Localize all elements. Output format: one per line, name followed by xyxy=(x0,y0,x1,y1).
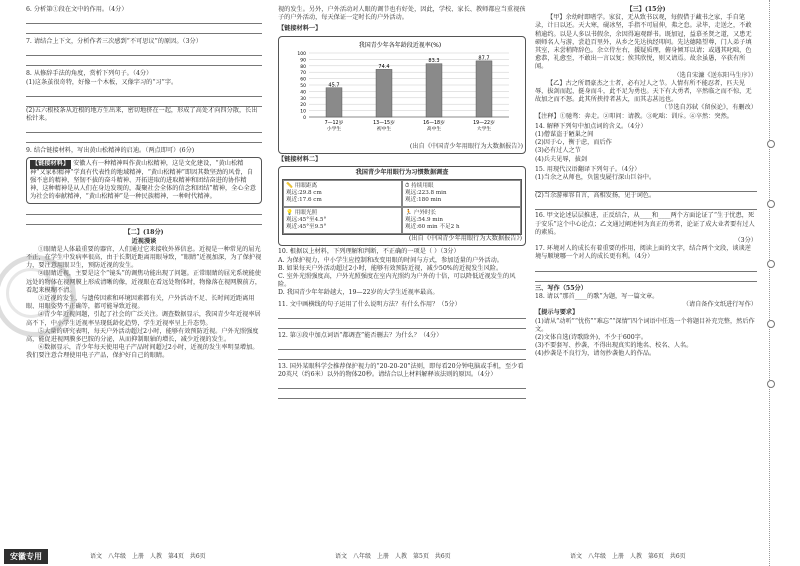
edition-badge: 安徽专用 xyxy=(4,549,48,564)
tip-item: (3)不要套写、抄袭，不得出现真实的地名、校名、人名。 xyxy=(535,342,693,350)
answer-line[interactable] xyxy=(278,380,526,389)
section-2-heading: 【二】(18分) xyxy=(124,229,164,237)
question-8: 8. 从修辞手法的角度，赏析下列句子。（4分） xyxy=(26,70,153,78)
myopia-bar-chart xyxy=(281,39,519,139)
binding-hole-icon xyxy=(767,140,775,148)
question-10: 10. 根据以上材料，下列理解和判断，不正确的一项是（ ）（3分） xyxy=(278,248,460,256)
y-tick-label: 10 xyxy=(300,109,306,115)
annotation-notes: 【注释】①驰骛：奔走。②叩问：请教。③叱咄：训斥。④卒然：突然。 xyxy=(535,112,733,120)
question-9: 9. 结合链接材料，写出黄山松精神的启迪。（两点即可）(6分) xyxy=(26,147,195,155)
y-tick-label: 30 xyxy=(300,96,306,102)
paragraph-1: ①眼睛是人体最重要的器官，人们通过它来接收外界信息。近视是一种常见的屈光不正，在学生中发病率很高，由于长期近距离用眼导致，“眼睛”近视加深，为了保护视力，要注意用眼卫生，预防近视的发生。 xyxy=(26,245,262,270)
bar-value-label: 45.7 xyxy=(328,81,340,88)
tip-item: (1)请从“动听”“忧伤”“难忘”“深情”四个词语中任选一个将题目补充完整，然后作文。 xyxy=(535,317,755,333)
answer-line[interactable] xyxy=(535,201,757,210)
question-14-item: (3)必有过人之节 xyxy=(535,147,581,155)
question-10-option-a[interactable]: A. 为保护视力，中小学生应控制和改变用眼的时间与方式，参加适量的户外活动。 xyxy=(278,256,503,264)
bar-value-label: 83.3 xyxy=(428,57,440,64)
category-label: 7—12岁 xyxy=(324,120,344,126)
category-label: 初中生 xyxy=(376,126,392,132)
paragraph-4: ④青少年近视问题，引起了社会的广泛关注。调查数据显示，我国青少年近视率居高不下，中小学生近视率呈现低龄化趋势，学生近视率呈上升态势。 xyxy=(26,311,261,327)
bar xyxy=(426,63,442,116)
bar xyxy=(476,60,492,116)
survey-cell-distance: 📏 用眼距离 观远:29.8 cm 观近:17.6 cm xyxy=(283,180,402,207)
survey-cell-duration: ⏱ 持续用眼 观远:223.8 min 观近:180 min xyxy=(402,180,521,207)
question-12: 12. 第③段中加点词语“都调查”能否删去？为什么？（4分） xyxy=(278,331,443,339)
writing-section-heading: 三、写作（55分） xyxy=(535,284,587,292)
answer-line[interactable] xyxy=(26,47,262,56)
question-14: 14. 解释下列句中加点词的含义。（4分） xyxy=(535,122,647,130)
link-material-tag: 【链接材料】 xyxy=(32,160,70,168)
y-tick-label: 40 xyxy=(300,90,306,96)
bar xyxy=(326,87,342,116)
question-18: 18. 请以“那首____的歌”为题，写一篇文章。 xyxy=(535,292,659,300)
survey-source: (出自《中国青少年用眼行为大数据报告》) xyxy=(408,235,522,243)
survey-box xyxy=(278,166,526,246)
answer-line[interactable] xyxy=(26,57,262,66)
category-label: 16—18岁 xyxy=(423,120,445,126)
clock-icon: ⏱ xyxy=(405,183,410,190)
question-7: 7. 请结合上下文，分析作者三次感到“不可思议”的原因。（3分） xyxy=(26,38,202,46)
answer-line[interactable] xyxy=(26,216,262,225)
survey-cell-outdoor: 🏃 户外时长 观远:54.9 min 观近:60 min 不足2 h xyxy=(402,207,521,234)
question-10-option-d[interactable]: D. 我国青少年年龄越大，19—22岁的大学生近视率最高。 xyxy=(278,289,439,297)
question-14-item: (1)僧谋盗于陋巢之间 xyxy=(535,131,594,139)
answer-line[interactable] xyxy=(26,88,262,97)
category-label: 13—15岁 xyxy=(373,120,395,126)
passage-jia: 【甲】余幼时即嗜学。家贫，无从致书以观，每假借于藏书之家，手自笔录，计日以还。天大寒，砚冰坚，手指不可屈伸，弗之怠。录毕，走送之，不敢稍逾约。以是人多以书假余，余因得遍观群书。既加冠，益慕圣贤之道，又患无硕师名人与游，尝趋百里外，从乡之先达执经叩问。先达德隆望尊，门人弟子填其室，未尝稍降辞色。余立侍左右，援疑质理，俯身倾耳以请；或遇其叱咄，色愈恭，礼愈至，不敢出一言以复；俟其欣悦，则又请焉。故余虽愚，卒获有所闻。 xyxy=(535,14,752,71)
question-8-part-2: (2)五六根枝条从近根的地方生出来，密切地挤在一起，形成了高处才向四分散，长出松针来。 xyxy=(26,106,258,123)
paragraph-5: ⑤大量的研究表明，每天户外活动超过2小时，能够有效预防近视。户外光照强度高，能促进视网膜多巴胺的分泌，从而抑制眼轴的增长，减少近视的发生。 xyxy=(26,327,259,344)
category-label: 高中生 xyxy=(426,126,442,132)
answer-line[interactable] xyxy=(278,351,526,360)
page-4-footer: 语文 八年级 上册 人教 第4页 共6页 xyxy=(90,553,206,560)
ruler-icon: 📏 xyxy=(286,183,293,190)
survey-grid xyxy=(282,179,522,235)
link-material-box xyxy=(26,157,262,204)
y-tick-label: 50 xyxy=(300,83,306,89)
page-6-footer: 语文 八年级 上册 人教 第6页 共6页 xyxy=(570,553,686,560)
passage-jia-source: （选自宋濂《送东阳马生序》） xyxy=(673,71,757,79)
question-15-part-2: (2)当余游雍容自言，高相发扬，见于词色。 xyxy=(535,192,656,200)
category-label: 大学生 xyxy=(476,126,492,132)
bar xyxy=(376,69,392,117)
y-tick-label: 100 xyxy=(297,51,306,57)
answer-line[interactable] xyxy=(535,183,757,192)
watermark-seal-inner xyxy=(6,268,56,318)
question-15-part-1: (1)当余之从师也，负箧曳屣行深山巨谷中。 xyxy=(535,174,656,182)
tips-heading: 【提示与要求】 xyxy=(535,309,579,317)
binding-margin xyxy=(769,0,782,566)
paragraph-3: ③近视的发生，与遗传因素和环境因素都有关，户外活动不足、长时间近距离用眼、用眼姿势不正确等，都可能导致近视。 xyxy=(26,295,255,311)
answer-line[interactable] xyxy=(278,310,526,319)
chart-box xyxy=(278,36,526,154)
section-3-heading: 【三】(15分) xyxy=(626,6,666,13)
page-6-column xyxy=(535,6,757,359)
question-6: 6. 分析第①段在文中的作用。（4分） xyxy=(26,6,128,13)
answer-line[interactable] xyxy=(535,273,757,282)
y-tick-label: 80 xyxy=(300,64,306,70)
category-label: 19—22岁 xyxy=(473,120,495,126)
paragraph-6: ⑥数据显示，青少年每天使用电子产品时间超过2小时，近视的发生率明显增加。我们要注意合理使用电子产品，保护好自己的眼睛。 xyxy=(26,344,259,360)
answer-line[interactable] xyxy=(278,320,526,329)
binding-hole-icon xyxy=(767,320,775,328)
y-tick-label: 20 xyxy=(300,102,306,108)
tip-item: (2)文体自选(诗歌除外)，不少于600字。 xyxy=(535,333,648,341)
link-material-2-heading: 【链接材料二】 xyxy=(278,155,322,163)
question-16-score: （3分） xyxy=(734,237,757,245)
answer-line[interactable] xyxy=(26,134,262,143)
article-title: 近视漫谈 xyxy=(131,237,157,245)
answer-line[interactable] xyxy=(26,15,262,24)
passage-yi-source: （节选自苏轼《留侯论》，有删改） xyxy=(661,104,757,112)
answer-line[interactable] xyxy=(535,263,757,272)
answer-line[interactable] xyxy=(278,390,526,399)
passage-yi: 【乙】古之所谓豪杰之士者，必有过人之节。人情有所不能忍者，匹夫见辱，拔剑而起，挺身而斗，此不足为勇也。天下有大勇者，卒然临之而不惊，无故加之而不怒。此其所挟持者甚大，而其志甚远也。 xyxy=(535,79,752,104)
question-10-option-b[interactable]: B. 如果每天户外活动超过2小时，能够有效预防近视，减少50%的近视发生风险。 xyxy=(278,264,503,272)
question-15: 15. 用现代汉语翻译下列句子。（4分） xyxy=(535,165,641,173)
page-5-column xyxy=(278,6,526,399)
question-14-item: (2)因于心，衡于虑，而后作 xyxy=(535,139,612,147)
chart-title: 我国青少年各年龄段近视率(%) xyxy=(358,41,442,49)
answer-line[interactable] xyxy=(26,98,262,107)
binding-hole-icon xyxy=(767,260,775,268)
y-tick-label: 60 xyxy=(300,77,306,83)
y-tick-label: 90 xyxy=(300,58,306,64)
runner-icon: 🏃 xyxy=(405,210,412,217)
chart-source: (出自《中国青少年用眼行为大数据报告》) xyxy=(409,142,523,150)
bar-value-label: 74.4 xyxy=(378,63,390,70)
answer-line[interactable] xyxy=(278,341,526,350)
question-16: 16. 甲文论述层层推进，正反结合，从____和____两个方面论证了“生于忧患，死于安乐”这个中心论点；乙文通过阐述何为真正的勇者，论证了成大业者要有过人的素质。 xyxy=(535,212,755,236)
lamp-icon: 💡 xyxy=(286,210,293,217)
survey-title: 我国青少年用眼行为习惯数据调查 xyxy=(355,169,449,177)
binding-hole-icon xyxy=(767,200,775,208)
question-18-note: （请自备作文纸进行写作） xyxy=(682,301,757,309)
link-material-1-heading: 【链接材料一】 xyxy=(278,25,322,33)
question-13: 13. 国外某眼科学会推荐保护视力的“20-20-20”法则，即每看20分钟电脑或手机，至少看20英尺（约6米）以外的物体20秒。请结合以上材料解释该法则的原因。（4分） xyxy=(278,363,524,379)
paragraph-continued: 视的发生。另外，户外活动对人眼的调节也有好处，因此，学校、家长、教师都应当重视孩子的户外活动，每天保证一定时长的户外活动。 xyxy=(278,6,526,22)
question-11: 11. 文中画横线的句子运用了什么说明方法？有什么作用？（5分） xyxy=(278,300,461,308)
y-tick-label: 0 xyxy=(303,115,306,121)
chart-bars xyxy=(325,55,495,132)
y-tick-label: 70 xyxy=(300,70,306,76)
category-label: 小学生 xyxy=(326,126,342,132)
tip-item: (4)抄袭是不良行为，请勿抄袭他人的作品。 xyxy=(535,350,656,358)
page-5-footer: 语文 八年级 上册 人教 第5页 共6页 xyxy=(335,553,451,560)
paragraph-2: ②眼睛近视，主要是这个“镜头”的调焦功能出现了问题。正常眼睛的屈光系统能使远处的物体在视网膜上形成清晰的像，近视眼在看远处物体时，物像落在视网膜前方，看起来模糊不清。 xyxy=(26,270,262,294)
question-17: 17. 环境对人的成长有着重要的作用，阅读上面的文字，结合两个文段，谈谈逆境与顺境哪一个对人的成长更有利。（4分） xyxy=(535,245,751,261)
answer-line[interactable] xyxy=(26,25,262,34)
bar-value-label: 87.7 xyxy=(478,54,490,61)
question-8-part-1: (1)这条茧很奇特，好像一个木板，又像字习的“习”字。 xyxy=(26,78,178,86)
survey-cell-angle: 💡 用眼光照 观远:45°至4.5° 观近:45°至9.5° xyxy=(283,207,402,234)
link-material-text: 安徽人有一种精神叫作黄山松精神，这是文化建设，“黄山松精神”又家积精神“学真有代表性的地域精神，“黄山松精神”即因其数坚劲的风骨，自强不息的精神，坚韧不拔的奋斗精神、开拓进取的进取精神和团结奋进的协作精神，这种精神是从人们在身边发现的，凝聚社会全体的信念和团结”精神，全心全意为社会的奉献精神，“黄山松精神”是一种民族精神，一种时代精神。 xyxy=(30,160,256,201)
question-14-item: (4)兵夫见辱，拔剑 xyxy=(535,155,588,163)
question-10-option-c[interactable]: C. 室外光照强度高，户外光照强度在室内光照约为户外的十倍，可以降低近视发生的风险。 xyxy=(278,273,516,289)
binding-hole-icon xyxy=(767,380,775,388)
answer-line[interactable] xyxy=(26,124,262,133)
answer-line[interactable] xyxy=(26,206,262,215)
